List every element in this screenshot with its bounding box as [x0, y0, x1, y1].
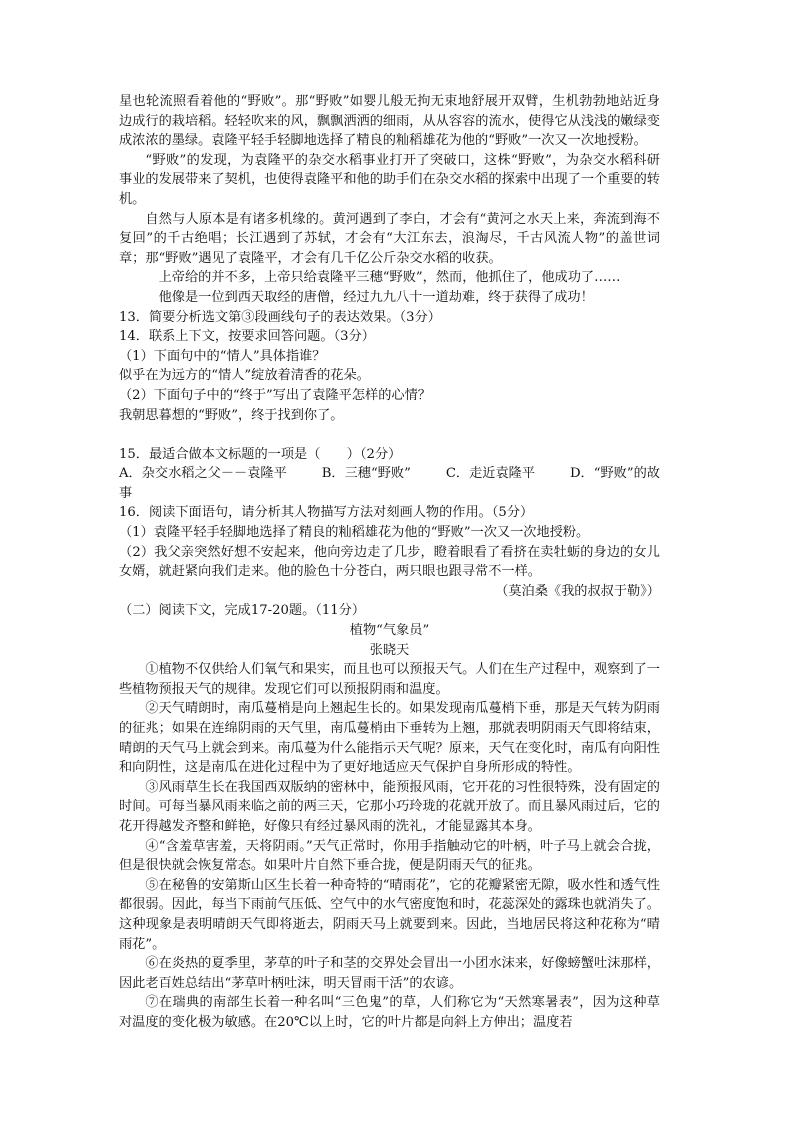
paragraph: ②天气晴朗时，南瓜蔓梢是向上翘起生长的。如果发现南瓜蔓梢下垂，那是天气转为阴雨的征兆；如果在连绵阴雨的天气里，南瓜蔓梢由下垂转为上翘，那就表明阴雨天气即将结束，晴朗的天气马上就会到来。南瓜蔓为什么能指示天气呢？原来，天气在变化时，南瓜有向阳性和向阴性，这是南瓜在进化过程中为了更好地适应天气保护自身所形成的特性。 — [119, 701, 660, 776]
document-page — [119, 92, 660, 1033]
paragraph: ⑤在秘鲁的安第斯山区生长着一种奇特的“晴雨花”，它的花瓣紧密无隙，吸水性和透气性都很弱。因此，每当下雨前气压低、空气中的水气密度饱和时，花蕊深处的露珠也就消失了。这种现象是表明晴朗天气即将逝去，阴雨天马上就要到来。因此，当地居民将这种花称为“晴雨花”。 — [119, 877, 660, 952]
paragraph: ①植物不仅供给人们氧气和果实，而且也可以预报天气。人们在生产过程中，观察到了一些植物预报天气的规律。发现它们可以预报阴雨和温度。 — [119, 662, 660, 697]
question-13: 13．简要分析选文第③段画线句子的表达效果。（3分） — [119, 309, 441, 325]
question-14-2-sentence: 我朝思暮想的“野败”，终于找到你了。 — [119, 407, 344, 423]
question-16-1: （1）袁隆平轻手轻脚地选择了精良的籼稻雄花为他的“野败”一次又一次地授粉。 — [119, 525, 590, 541]
paragraph: 他像是一位到西天取经的唐僧，经过九九八十一道劫难，终于获得了成功！ — [158, 289, 594, 305]
option-a: A．杂交水稻之父－－袁隆平 — [119, 466, 287, 482]
question-14-1: （1）下面句中的“情人”具体指谁？ — [119, 348, 326, 364]
question-15: 15．最适合做本文标题的一项是（ ）（2分） — [119, 446, 402, 462]
question-14-1-sentence: 似乎在为远方的“情人”绽放着清香的花朵。 — [119, 368, 370, 384]
option-d: D．“野败”的故 — [569, 466, 660, 482]
question-16-source: （莫泊桑《我的叔叔于勒》） — [495, 583, 660, 599]
paragraph: 星也轮流照看着他的“野败”。那“野败”如婴儿般无拘无束地舒展开双臂，生机勃勃地站近身边成行的栽培稻。轻轻吹来的风，飘飘洒洒的细雨，从从容容的流水，使得它从浅浅的嫩绿变成浓浓的墨绿。袁隆平轻手轻脚地选择了精良的籼稻雄花为他的“野败”一次又一次地授粉。 — [119, 94, 660, 149]
paragraph: “野败”的发现，为袁隆平的杂交水稻事业打开了突破口，这株“野败”，为杂交水稻科研事业的发展带来了契机，也使得袁隆平和他的助手们在杂交水稻的探索中出现了一个重要的转机。 — [119, 152, 660, 207]
option-c: C．走近袁隆平 — [445, 466, 536, 482]
question-15-options — [119, 464, 660, 484]
article-title: 植物“气象员” — [349, 623, 430, 639]
paragraph: 上帝给的并不多，上帝只给袁隆平三穗“野败”，然而，他抓住了，他成功了…… — [158, 270, 621, 286]
paragraph: ③风雨草生长在我国西双版纳的密林中，能预报风雨，它开花的习性很特殊，没有固定的时间。可每当暴风雨来临之前的两三天，它那小巧玲珑的花就开放了。而且暴风雨过后，它的花开得越发齐整和鲜艳，好像只有经过暴风雨的洗礼，才能显露其本身。 — [119, 779, 660, 834]
question-14: 14．联系上下文，按要求回答问题。（3分） — [119, 329, 375, 345]
question-16: 16．阅读下面语句，请分析其人物描写方法对刻画人物的作用。（5分） — [119, 505, 534, 521]
option-b: B．三穗“野败” — [321, 466, 411, 482]
paragraph: ④“含羞草害羞，天将阴雨。”天气正常时，你用手指触动它的叶柄，叶子马上就会合拢，但是很快就会恢复常态。如果叶片自然下垂合拢，便是阴雨天气的征兆。 — [119, 838, 660, 874]
question-16-2: （2）我父亲突然好想不安起来，他向旁边走了几步，瞪着眼看了看挤在卖牡蛎的身边的女儿女婿，就赶紧向我们走来。他的脸色十分苍白，两只眼也跟寻常不一样。 — [119, 544, 660, 580]
article-author: 张晓天 — [369, 642, 410, 658]
paragraph: 自然与人原本是有诸多机缘的。黄河遇到了李白，才会有“黄河之水天上来，奔流到海不复回”的千古绝唱；长江遇到了苏轼，才会有“大江东去，浪淘尽，千古风流人物”的盖世词章；那“野败”遇见了袁隆平，才会有几千亿公斤杂交水稻的收获。 — [119, 211, 660, 266]
question-14-2: （2）下面句子中的“终于”写出了袁隆平怎样的心情？ — [119, 387, 431, 403]
spacer — [119, 425, 660, 445]
paragraph: ⑦在瑞典的南部生长着一种名叫“三色鬼”的草，人们称它为“天然寒暑表”，因为这种草对温度的变化极为敏感。在20℃以上时，它的叶片都是向斜上方伸出；温度若 — [119, 995, 660, 1030]
section-heading: （二）阅读下文，完成17-20题。（11分） — [119, 603, 366, 619]
paragraph: ⑥在炎热的夏季里，茅草的叶子和茎的交界处会冒出一小团水沫来，好像螃蟹吐沫那样，因此老百姓总结出“茅草叶柄吐沫，明天冒雨干活”的农谚。 — [119, 956, 660, 991]
option-d-continued: 事 — [119, 485, 133, 501]
